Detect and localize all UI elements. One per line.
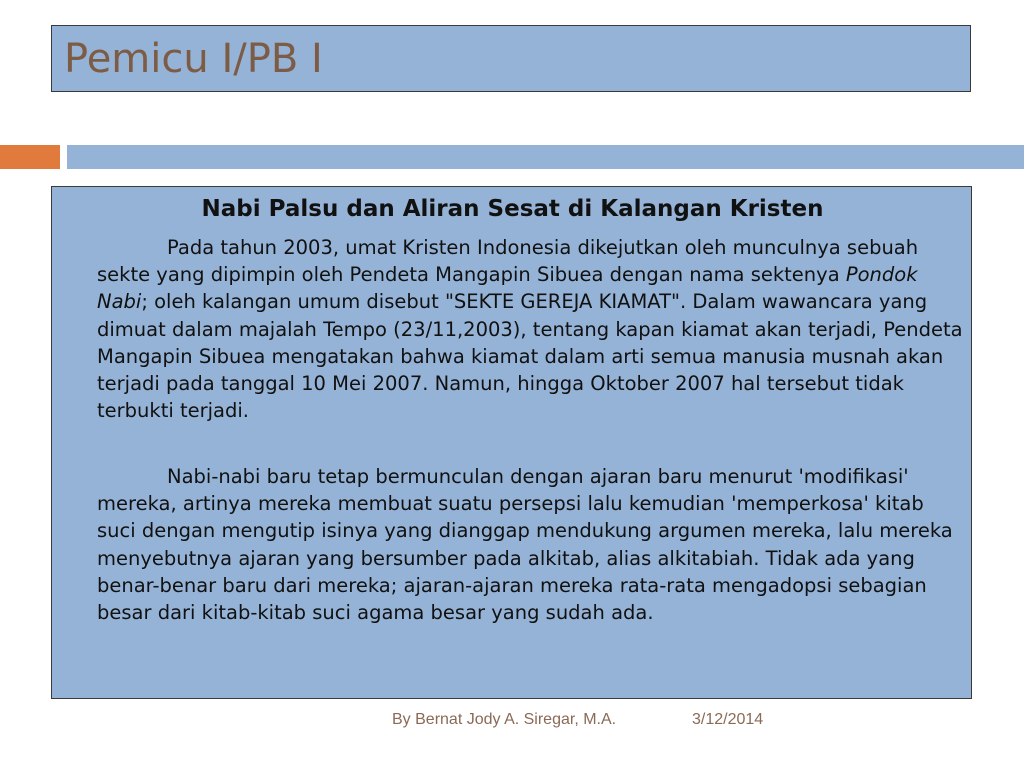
footer-date: 3/12/2014	[692, 711, 764, 728]
paragraph-1	[97, 234, 963, 424]
accent-bar-orange	[0, 145, 60, 169]
accent-bar-blue	[67, 145, 1024, 169]
slide-title: Pemicu I/PB I	[64, 36, 323, 82]
paragraph-1-text-b: ; oleh kalangan umum disebut "SEKTE GEREJA KIAMAT". Dalam wawancara yang dimuat dalam majalah Tempo (23/11,2003), tentang kapan kiamat akan terjadi, Pendeta Mangapin Sibuea mengatakan bahwa kiamat dalam arti semua manusia musnah akan terjadi pada tanggal 10 Mei 2007. Namun, hingga Oktober 2007 hal tersebut tidak terbukti terjadi.	[97, 290, 963, 423]
content-box	[51, 186, 972, 699]
paragraph-1-text-a: Pada tahun 2003, umat Kristen Indonesia dikejutkan oleh munculnya sebuah sekte yang dipimpin oleh Pendeta Mangapin Sibuea dengan nama sektenya	[97, 236, 919, 287]
paragraph-2: Nabi-nabi baru tetap bermunculan dengan ajaran baru menurut 'modifikasi' mereka, artinya mereka membuat suatu persepsi lalu kemudian 'memperkosa' kitab suci dengan mengutip isinya yang dianggap mendukung argumen mereka, lalu mereka menyebutnya ajaran yang bersumber pada alkitab, alias alkitabiah. Tidak ada yang benar-benar baru dari mereka; ajaran-ajaran mereka rata-rata mengadopsi sebagian besar dari kitab-kitab suci agama besar yang sudah ada.	[97, 465, 953, 625]
title-box	[51, 25, 971, 92]
content-heading: Nabi Palsu dan Aliran Sesat di Kalangan Kristen	[201, 196, 824, 222]
footer-author: By Bernat Jody A. Siregar, M.A.	[392, 711, 617, 728]
paragraph-1-italic: Pondok Nabi	[97, 263, 918, 314]
